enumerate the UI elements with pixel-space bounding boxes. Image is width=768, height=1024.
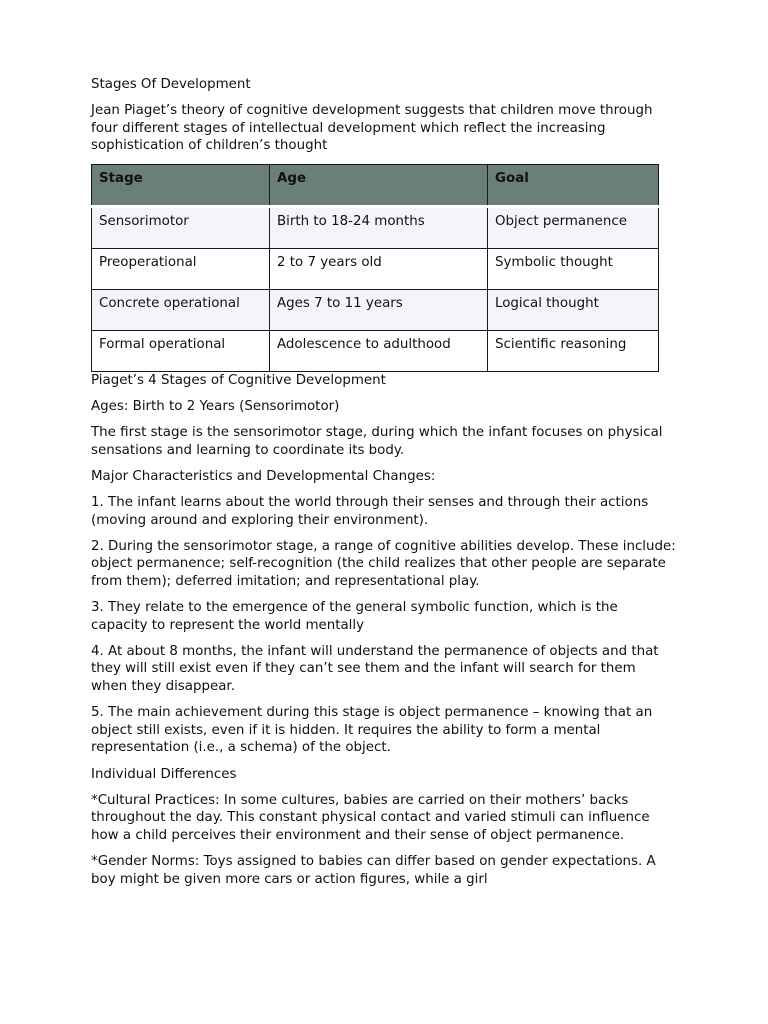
- cell-stage: Concrete operational: [92, 289, 270, 330]
- characteristics-heading: Major Characteristics and Developmental Changes:: [91, 468, 436, 484]
- cell-goal: Symbolic thought: [488, 248, 659, 289]
- point-3: 3. They relate to the emergence of the general symbolic function, which is the capacity to represent the world mentally: [91, 600, 618, 633]
- header-goal: Goal: [488, 164, 659, 206]
- document-page: [91, 76, 676, 897]
- differences-heading: Individual Differences: [91, 766, 237, 782]
- cell-age: Birth to 18-24 months: [270, 206, 488, 248]
- cell-age: Adolescence to adulthood: [270, 330, 488, 371]
- point-2: 2. During the sensorimotor stage, a range of cognitive abilities develop. These include: object permanence; self-recognition (the child realizes that other people are separate from them); deferred imitation; and representational play.: [91, 538, 676, 589]
- cell-stage: Sensorimotor: [92, 206, 270, 248]
- cell-age: 2 to 7 years old: [270, 248, 488, 289]
- table-row: [92, 206, 659, 248]
- header-stage: Stage: [92, 164, 270, 206]
- gender-norms-paragraph: *Gender Norms: Toys assigned to babies can differ based on gender expectations. A boy might be given more cars or action figures, while a girl: [91, 854, 656, 887]
- cultural-practices-paragraph: *Cultural Practices: In some cultures, babies are carried on their mothers’ backs throughout the day. This constant physical contact and varied stimuli can influence how a child perceives their environment and their sense of object permanence.: [91, 792, 650, 843]
- point-1: 1. The infant learns about the world through their senses and through their actions (moving around and exploring their environment).: [91, 494, 649, 528]
- first-stage-paragraph: The first stage is the sensorimotor stage, during which the infant focuses on physical sensations and learning to coordinate its body.: [91, 424, 663, 458]
- cell-age: Ages 7 to 11 years: [270, 289, 488, 330]
- cell-goal: Scientific reasoning: [488, 330, 659, 371]
- ages-heading: Ages: Birth to 2 Years (Sensorimotor): [91, 398, 340, 414]
- table-row: [92, 248, 659, 289]
- header-age: Age: [270, 164, 488, 206]
- intro-paragraph: Jean Piaget’s theory of cognitive development suggests that children move through four different stages of intellectual development which reflect the increasing sophistication of children’s thought: [91, 103, 653, 154]
- cell-goal: Object permanence: [488, 206, 659, 248]
- point-5: 5. The main achievement during this stage is object permanence – knowing that an object still exists, even if it is hidden. It requires the ability to form a mental representation (i.e., a schema) of the object.: [91, 705, 653, 756]
- table-row: [92, 289, 659, 330]
- point-4: 4. At about 8 months, the infant will understand the permanence of objects and that they will still exist even if they can’t see them and the infant will search for them when they disappear.: [91, 643, 659, 695]
- table-row: [92, 330, 659, 371]
- cell-goal: Logical thought: [488, 289, 659, 330]
- cell-stage: Preoperational: [92, 248, 270, 289]
- stages-table: [91, 164, 659, 372]
- document-title: Stages Of Development: [91, 77, 251, 92]
- cell-stage: Formal operational: [92, 330, 270, 371]
- table-caption: Piaget’s 4 Stages of Cognitive Development: [91, 372, 386, 388]
- table-header-row: [92, 164, 659, 206]
